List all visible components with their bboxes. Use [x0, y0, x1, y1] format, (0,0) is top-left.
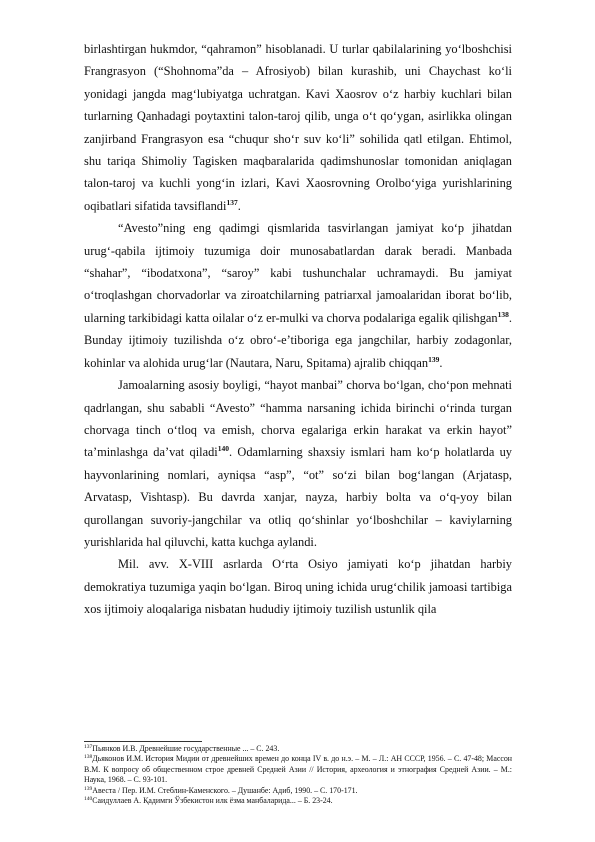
paragraph-2: [84, 217, 512, 374]
paragraph-1-text: birlashtirgan hukmdor, “qahramon” hisoblanadi. U turlar qabilalarining yo‘lboshchisi Frangrasyon (“Shohnoma”da – Afrosiyob) bilan kurashib, uni Chaychast ko‘li yonidagi jangda mag‘lubiyatga uchratgan. Kavi Xaosrov o‘z harbiy kuchlari bilan turlarning Qanhadagi poytaxtini talon-taroj qilib, unga o‘t qo‘ygan, asirlikka olingan zanjirband Frangrasyon esa “chuqur sho‘r suv ko‘li” sohilida qatl etilgan. Ehtimol, shu tariqa Shimoliy Tagisken maqbaralarida qadimshunoslar tomonidan aniqlagan talon-taroj va kuchli yong‘in izlari, Kavi Xaosrovning Orolbo‘yiga yurishlarining oqibatlari sifatida tavsiflandi: [84, 42, 512, 213]
footnote-text: Саидуллаев А. Қадимги Ўзбекистон илк ёзма манбаларида... – Б. 23-24.: [92, 796, 333, 806]
footnote-ref-139[interactable]: 139: [428, 354, 440, 364]
footnotes-section: [84, 741, 512, 806]
footnote-number: 140: [84, 796, 93, 803]
footnote-text: Дьяконов И.М. История Мидии от древнейших времен до конца IV в. до н.э. – М. – Л.: АН СССР, 1956. – С. 47-48; Массон В.М. К вопросу об общественном строе древней Средней Азии // История, археология и этнография Средней Азии. – М.: Наука, 1968. – С. 93-101.: [84, 754, 512, 785]
paragraph-3: [84, 374, 512, 553]
footnote-number: 137: [84, 744, 93, 750]
footnote-number: 138: [84, 754, 93, 761]
paragraph-2-text-a: “Avesto”ning eng qadimgi qismlarida tasvirlangan jamiyat ko‘p jihatdan urug‘-qabila ijtimoiy tuzumiga doir munosabatlardan darak beradi. Manbada “shahar”, “ibodatxona”, “saroy” kabi tushunchalar uchramaydi. Bu jamiyat o‘troqlashgan chorvadorlar va ziroatchilarning patriarxal jamoalaridan iborat bo‘lib, ularning tarkibidagi katta oilalar o‘z er-mulki va chorva podalariga egalik qilishgan: [84, 221, 512, 325]
paragraph-4-text: Mil. avv. X-VIII asrlarda O‘rta Osiyo jamiyati ko‘p jihatdan harbiy demokratiya tuzumiga yaqin bo‘lgan. Biroq uning ichida urug‘chilik jamoasi tartibiga xos ijtimoiy aloqalariga nisbatan hududiy ijtimoiy tuzilish ustunlik qila: [84, 557, 512, 617]
footnote-number: 139: [84, 785, 93, 792]
paragraph-2-text-b: . Bunday ijtimoiy tuzilishda o‘z obro‘-e’tiboriga ega jangchilar, harbiy zodagonlar, kohinlar va alohida urug‘lar (Nautara, Naru, Spitama) ajralib chiqqan: [84, 310, 512, 370]
main-text: [84, 38, 512, 621]
footnote-ref-137[interactable]: 137: [226, 197, 238, 207]
footnote-139: [84, 786, 512, 796]
footnote-140: [84, 796, 512, 806]
footnote-ref-140[interactable]: 140: [217, 444, 229, 454]
paragraph-1: [84, 38, 512, 217]
footnote-137: [84, 744, 512, 754]
paragraph-3-text-a: Jamoalarning asosiy boyligi, “hayot manbai” chorva bo‘lgan, cho‘pon mehnati qadrlangan, shu sababli “Avesto” “hamma narsaning ichida birinchi o‘rinda turgan chorvaga tinch o‘tloq va emish, chorva egalariga erkin harakat va erkin hayot” ta’minlashga da’vat qiladi: [84, 378, 512, 460]
paragraph-1-end: .: [237, 198, 241, 213]
footnote-138: [84, 754, 512, 785]
footnote-ref-138[interactable]: 138: [497, 309, 509, 319]
paragraph-3-text-b: . Odamlarning shaxsiy ismlari ham ko‘p holatlarda uy hayvonlarining nomlari, ayniqsa “asp”, “ot” so‘zi bilan bog‘langan (Arjatasp, Arvatasp, Vishtasp). Bu davrda xanjar, nayza, harbiy bolta va o‘q-yoy bilan qurollangan suvoriy-jangchilar va otliq qo‘shinlar yo‘lboshchilar – kaviylarning yurishlarida hal qiluvchi, katta kuchga aylandi.: [84, 445, 513, 549]
footnote-separator: [84, 741, 202, 742]
paragraph-4: [84, 553, 512, 620]
footnote-text: Авеста / Пер. И.М. Стеблин-Каменского. – Душанбе: Адиб, 1990. – С. 170-171.: [92, 785, 358, 795]
paragraph-2-end: .: [439, 355, 443, 370]
footnote-text: Пьянков И.В. Древнейшие государственные ... – С. 243.: [92, 744, 280, 753]
